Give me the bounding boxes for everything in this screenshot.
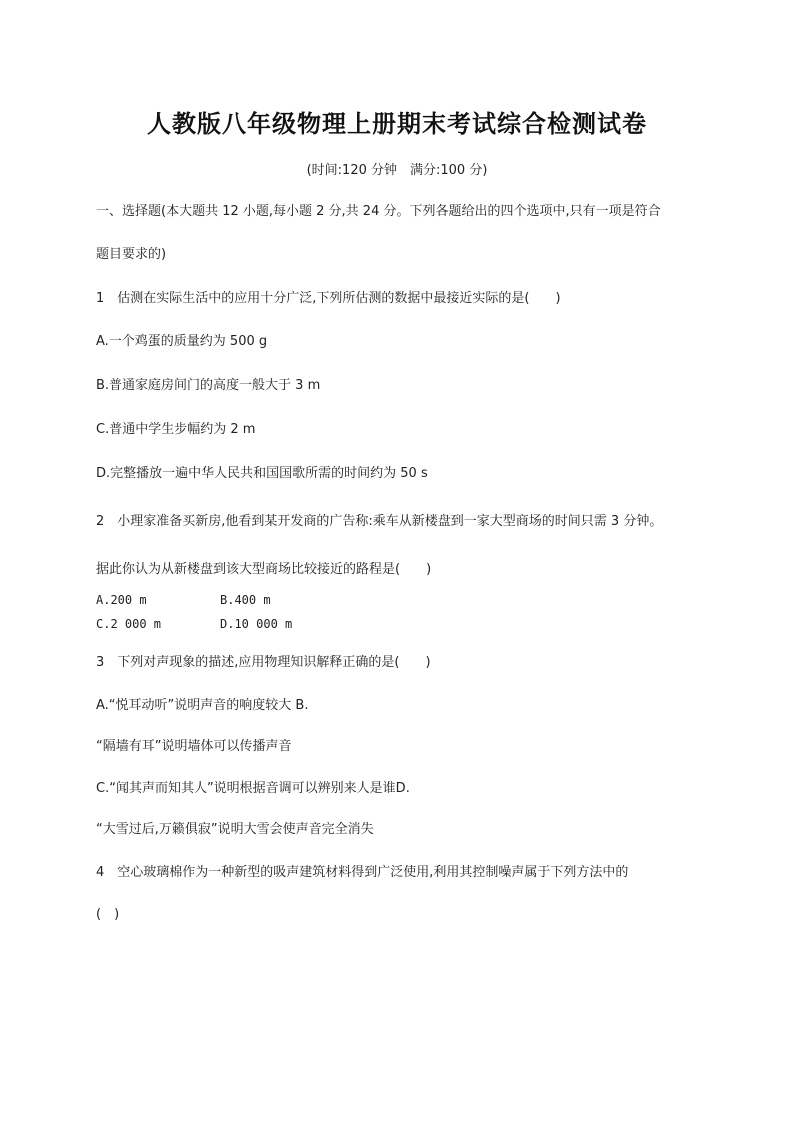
- question-3-option-a: A.“悦耳动听”说明声音的响度较大 B.: [96, 698, 309, 713]
- question-2-stem-cont: 据此你认为从新楼盘到该大型商场比较接近的路程是( ): [96, 562, 432, 577]
- page-title: 人教版八年级物理上册期末考试综合检测试卷: [147, 109, 647, 138]
- exam-info: (时间:120 分钟 满分:100 分): [306, 163, 488, 178]
- question-3-option-c: C.“闻其声而知其人”说明根据音调可以辨别来人是谁D.: [96, 781, 410, 796]
- question-1-option-b: B.普通家庭房间门的高度一般大于 3 m: [96, 378, 321, 393]
- question-3-stem: 3 下列对声现象的描述,应用物理知识解释正确的是( ): [96, 655, 431, 670]
- section-heading-cont: 题目要求的): [96, 247, 167, 262]
- question-4-stem: 4 空心玻璃棉作为一种新型的吸声建筑材料得到广泛使用,利用其控制噪声属于下列方法中的: [96, 865, 629, 880]
- question-2-option-d: D.10 000 m: [220, 617, 293, 631]
- question-2-option-b: B.400 m: [220, 593, 271, 607]
- question-2-option-a: A.200 m: [96, 593, 147, 607]
- question-1-stem: 1 估测在实际生活中的应用十分广泛,下列所估测的数据中最接近实际的是( ): [96, 291, 561, 306]
- question-1-option-c: C.普通中学生步幅约为 2 m: [96, 422, 256, 437]
- question-2-stem: 2 小理家准备买新房,他看到某开发商的广告称:乘车从新楼盘到一家大型商场的时间只需 3 分钟。: [96, 514, 663, 529]
- question-4-answer-parens: ( ): [96, 907, 120, 922]
- question-1-option-d: D.完整播放一遍中华人民共和国国歌所需的时间约为 50 s: [96, 466, 428, 481]
- question-3-option-d: “大雪过后,万籁俱寂”说明大雪会使声音完全消失: [96, 822, 374, 837]
- section-heading: 一、选择题(本大题共 12 小题,每小题 2 分,共 24 分。下列各题给出的四个选项中,只有一项是符合: [96, 204, 661, 219]
- question-2-option-c: C.2 000 m: [96, 617, 162, 631]
- question-1-option-a: A.一个鸡蛋的质量约为 500 g: [96, 334, 268, 349]
- question-3-option-b: “隔墙有耳”说明墙体可以传播声音: [96, 739, 292, 754]
